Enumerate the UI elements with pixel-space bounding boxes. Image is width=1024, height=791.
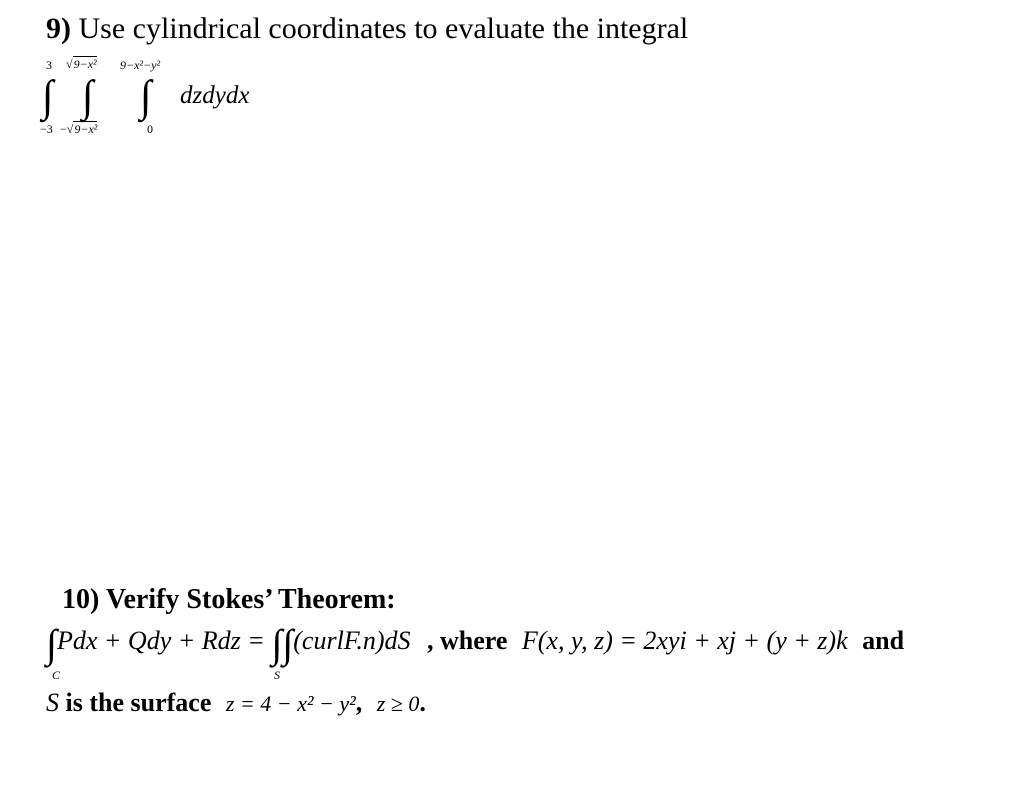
surface-symbol: S: [46, 688, 59, 717]
middle-lower-limit: −√9−x²: [60, 122, 98, 136]
surface-text: is the surface: [65, 688, 212, 717]
differential: dzdydx: [180, 82, 250, 109]
middle-upper-limit: √9−x²: [66, 57, 97, 71]
inner-integral-sign: ∫: [140, 72, 152, 122]
middle-integral-sign: ∫: [82, 72, 94, 122]
where-text: , where: [427, 626, 508, 655]
comma: ,: [355, 688, 363, 717]
surface-integral-subscript: S: [274, 668, 280, 682]
problem-9-text: Use cylindrical coordinates to evaluate the integral: [78, 12, 689, 45]
outer-integral-sign: ∫: [42, 72, 54, 122]
outer-upper-limit: 3: [46, 58, 52, 72]
surface-integral-sign: ∫∫: [271, 621, 294, 666]
problem-9-heading: [46, 12, 688, 46]
problem-9-number: 9): [46, 12, 71, 45]
problem-10-heading: 10) Verify Stokes’ Theorem:: [62, 584, 396, 615]
and-text: and: [862, 626, 905, 655]
surface-equation: z = 4 − x² − y²: [225, 691, 356, 716]
line-integral-sign: ∫: [46, 621, 57, 666]
stokes-equation: [46, 621, 905, 666]
inner-lower-limit: 0: [147, 122, 153, 136]
surface-definition: [46, 688, 426, 718]
vector-field: F(x, y, z) = 2xyi + xj + (y + z)k: [521, 626, 848, 655]
inner-upper-limit: 9−x²−y²: [120, 58, 161, 72]
constraint: z ≥ 0: [376, 691, 420, 716]
line-integrand: Pdx + Qdy + Rdz =: [56, 626, 272, 655]
outer-lower-limit: −3: [40, 122, 53, 136]
line-integral-subscript: C: [52, 668, 61, 682]
period: .: [419, 688, 426, 717]
surface-integrand: (curlF.n)dS: [293, 626, 411, 655]
